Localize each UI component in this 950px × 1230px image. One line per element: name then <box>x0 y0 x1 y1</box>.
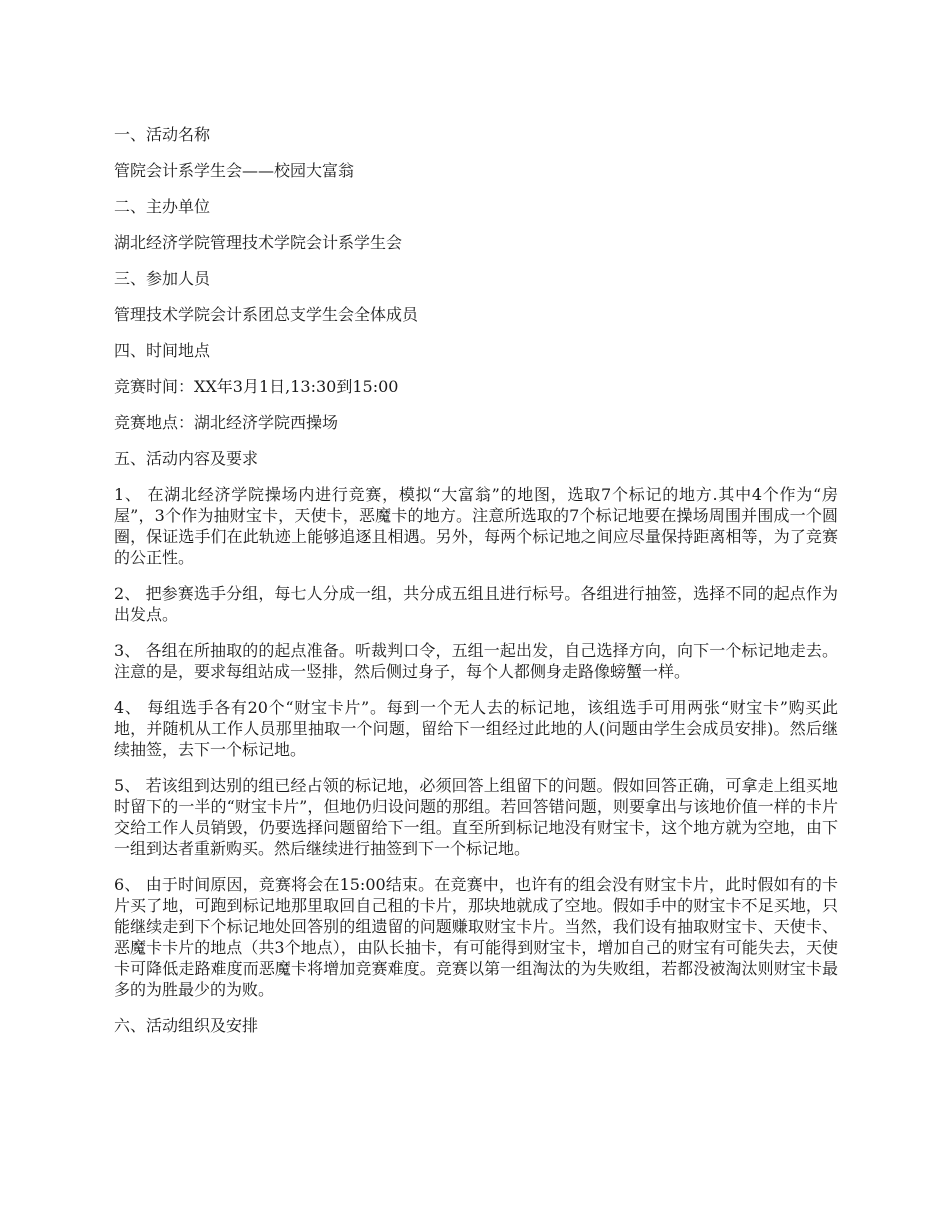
section-heading-participants: 三、参加人员 <box>114 269 211 288</box>
competition-time-text: 竞赛时间：XX年3月1日,13:30到15:00 <box>114 377 399 396</box>
rule-paragraph-1: 1、 在湖北经济学院操场内进行竞赛，模拟“大富翁”的地图，选取7个标记的地方.其中4个作为“房屋”，3个作为抽财宝卡，天使卡，恶魔卡的地方。注意所选取的7个标记地要在操场周围并围成一个圆圈，保证选手们在此轨迹上能够追逐且相遇。另外，每两个标记地之间应尽量保持距离相等，为了竞赛的公正性。 <box>114 485 838 567</box>
participants-text: 管理技术学院会计系团总支学生会全体成员 <box>114 305 419 324</box>
rule-paragraph-3: 3、 各组在所抽取的的起点准备。听裁判口令，五组一起出发，自己选择方向，向下一个标记地走去。注意的是，要求每组站成一竖排，然后侧过身子，每个人都侧身走路像螃蟹一样。 <box>114 641 838 681</box>
section-heading-content-requirements: 五、活动内容及要求 <box>114 449 259 468</box>
rule-paragraph-4: 4、 每组选手各有20个“财宝卡片”。每到一个无人去的标记地，该组选手可用两张“财宝卡”购买此地，并随机从工作人员那里抽取一个问题，留给下一组经过此地的人(问题由学生会成员安排)。然后继续抽签，去下一个标记地。 <box>114 698 838 759</box>
section-heading-activity-name: 一、活动名称 <box>114 125 211 144</box>
section-heading-time-place: 四、时间地点 <box>114 341 211 360</box>
rule-paragraph-6: 6、 由于时间原因，竞赛将会在15:00结束。在竞赛中，也许有的组会没有财宝卡片，此时假如有的卡片买了地，可跑到标记地那里取回自己租的卡片，那块地就成了空地。假如手中的财宝卡不足买地，只能继续走到下个标记地处回答别的组遗留的问题赚取财宝卡片。当然，我们设有抽取财宝卡、天使卡、恶魔卡卡片的地点（共3个地点），由队长抽卡，有可能得到财宝卡，增加自己的财宝有可能失去，天使卡可降低走路难度而恶魔卡将增加竞赛难度。竞赛以第一组淘汰的为失败组，若都没被淘汰则财宝卡最多的为胜最少的为败。 <box>114 875 838 999</box>
organizer-text: 湖北经济学院管理技术学院会计系学生会 <box>114 233 403 252</box>
rule-paragraph-2: 2、 把参赛选手分组，每七人分成一组，共分成五组且进行标号。各组进行抽签，选择不同的起点作为出发点。 <box>114 584 838 624</box>
activity-name-text: 管院会计系学生会——校园大富翁 <box>114 161 355 180</box>
rule-paragraph-5: 5、 若该组到达别的组已经占领的标记地，必须回答上组留下的问题。假如回答正确，可拿走上组买地时留下的一半的“财宝卡片”，但地仍归设问题的那组。若回答错问题，则要拿出与该地价值一样的卡片交给工作人员销毁，仍要选择问题留给下一组。直至所到标记地没有财宝卡，这个地方就为空地，由下一组到达者重新购买。然后继续进行抽签到下一个标记地。 <box>114 776 838 858</box>
competition-place-text: 竞赛地点：湖北经济学院西操场 <box>114 413 339 432</box>
section-heading-organization: 六、活动组织及安排 <box>114 1016 259 1035</box>
section-heading-organizer: 二、主办单位 <box>114 197 211 216</box>
